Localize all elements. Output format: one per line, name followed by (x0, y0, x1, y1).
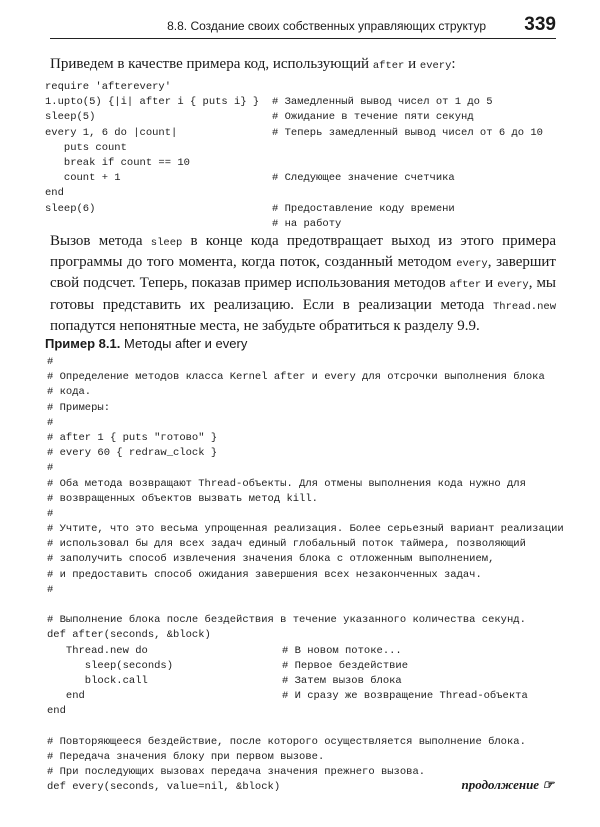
code-comment: # Следующее значение счетчика (272, 172, 455, 185)
code-line (45, 141, 259, 156)
code-line (47, 522, 564, 537)
code-line (47, 583, 564, 598)
code-line (47, 477, 564, 492)
code-text: every 1, 6 do |count| (45, 126, 178, 139)
code-line (45, 126, 543, 141)
code-text: # (47, 356, 54, 368)
code-text: # использовал бы для всех задач единый глобальный поток таймера, позволяющий (47, 538, 526, 551)
code-text: def after(seconds, &block) (47, 629, 211, 642)
code-text: # (47, 416, 54, 429)
inline-code: sleep (150, 237, 183, 249)
code-text: # Передача значения блоку при первом вызове. (47, 750, 325, 763)
example-caption (45, 336, 247, 351)
code-text: end (47, 690, 85, 703)
code-line (47, 735, 564, 750)
code-line (47, 659, 564, 674)
code-text: end (45, 187, 64, 200)
page-number: 339 (524, 14, 556, 35)
code-text: end (47, 705, 66, 718)
continuation-note: продолжение ☞ (461, 777, 554, 792)
code-example-usage (45, 80, 543, 232)
code-line (47, 644, 564, 659)
code-comment: # Затем вызов блока (282, 674, 402, 687)
code-line (47, 446, 564, 461)
code-listing-8-1 (47, 355, 564, 795)
code-comment: # Теперь замедленный вывод чисел от 6 до 10 (272, 126, 543, 139)
code-text: # и предоставить способ ожидания завершения всех незаконченных задач. (47, 568, 482, 581)
code-text: # Оба метода возвращают Thread-объекты. Для отмены выполнения кода нужно для (47, 477, 526, 490)
code-text: # every 60 { redraw_clock } (47, 447, 218, 460)
inline-code: Thread.new (492, 300, 556, 313)
code-line (47, 507, 564, 522)
text: , завершит свой подсчет. Теперь, показав пример использования методов (50, 254, 556, 292)
code-line (47, 492, 564, 507)
code-text: # заполучить способ извлечения значения блока с отложенным выполнением, (47, 553, 495, 566)
code-text: 1.upto(5) {|i| after i { puts i} } (45, 96, 260, 109)
code-text: # (47, 507, 54, 520)
inline-code: after (449, 279, 482, 292)
intro-part: и (404, 56, 420, 72)
code-comment: # Первое бездействие (282, 659, 409, 672)
code-text: # (47, 462, 54, 475)
code-line (45, 171, 455, 186)
code-line (47, 720, 564, 735)
inline-code: every (497, 279, 529, 292)
code-comment: # Замедленный вывод чисел от 1 до 5 (272, 96, 493, 109)
code-text: def every(seconds, value=nil, &block) (47, 781, 281, 794)
code-text: block.call (47, 674, 148, 687)
text: в конце кода предотвращает выход из этого примера программы до того момента, когда поток, созданный методом (50, 233, 556, 271)
intro-part: : (451, 56, 456, 72)
code-line (47, 613, 564, 628)
code-text: sleep(seconds) (47, 659, 174, 672)
code-line (47, 431, 564, 446)
code-text: puts count (45, 141, 127, 154)
code-line (45, 156, 259, 171)
code-text: sleep(5) (45, 111, 96, 124)
code-line (45, 110, 474, 125)
running-header (50, 14, 556, 39)
code-line (47, 370, 564, 385)
code-line (47, 750, 564, 765)
code-text: require 'afterevery' (45, 81, 172, 93)
code-line (47, 598, 564, 613)
code-text: sleep(6) (45, 202, 96, 215)
body-paragraph (50, 232, 556, 336)
code-comment: # И сразу же возвращение Thread-объекта (282, 690, 528, 703)
code-text: count + 1 (45, 172, 121, 185)
inline-code: every (456, 258, 488, 271)
code-line (47, 461, 564, 476)
code-line (47, 537, 564, 552)
code-text: # возвращенных объектов вызвать метод kill. (47, 492, 318, 505)
code-line (47, 628, 564, 643)
text: попадутся непонятные места, не забудьте обратиться к разделу 9.9. (50, 317, 480, 334)
inline-code: every (419, 60, 452, 72)
intro-part: Приведем в качестве примера код, использующий (50, 56, 373, 72)
code-line (47, 552, 564, 567)
code-line (47, 401, 564, 416)
text: , мы готовы представить их реализацию. Если в реализации метода (50, 275, 557, 313)
code-comment: # на работу (272, 217, 342, 230)
code-text: # Примеры: (47, 401, 111, 414)
code-line (45, 202, 455, 217)
code-text: # кода. (47, 386, 92, 399)
code-line (45, 186, 259, 201)
code-text: # (47, 583, 54, 596)
section-title: 8.8. Создание своих собственных управляющих структур (167, 19, 486, 33)
example-title: Методы after и every (120, 336, 248, 351)
code-text: # При последующих вызовах передача значения прежнего вызова. (47, 766, 426, 779)
code-line (47, 355, 564, 370)
inline-code: after (372, 60, 405, 72)
code-line (47, 689, 564, 704)
code-line (47, 568, 564, 583)
code-line (47, 704, 564, 719)
code-text: break if count == 10 (45, 156, 190, 169)
code-text: # Повторяющееся бездействие, после которого осуществляется выполнение блока. (47, 735, 526, 748)
code-line (47, 385, 564, 400)
code-text: # after 1 { puts "готово" } (47, 431, 218, 444)
code-comment: # В новом потоке... (282, 644, 402, 657)
code-text: # Учтите, что это весьма упрощенная реализация. Более серьезный вариант реализации (47, 523, 564, 536)
code-line (47, 416, 564, 431)
code-text: # Определение методов класса Kernel after и every для отсрочки выполнения блока (47, 371, 545, 384)
code-comment: # Предоставление коду времени (272, 202, 455, 215)
intro-text (50, 56, 456, 73)
code-text: Thread.new do (47, 644, 148, 657)
example-label: Пример 8.1. (45, 336, 121, 351)
code-comment: # Ожидание в течение пяти секунд (272, 111, 474, 124)
code-text: # Выполнение блока после бездействия в течение указанного количества секунд. (47, 614, 526, 627)
text: и (481, 275, 498, 292)
code-line (47, 674, 564, 689)
code-line (45, 217, 342, 232)
code-line (45, 95, 493, 110)
code-line (45, 80, 259, 95)
text: Вызов метода (50, 233, 151, 249)
